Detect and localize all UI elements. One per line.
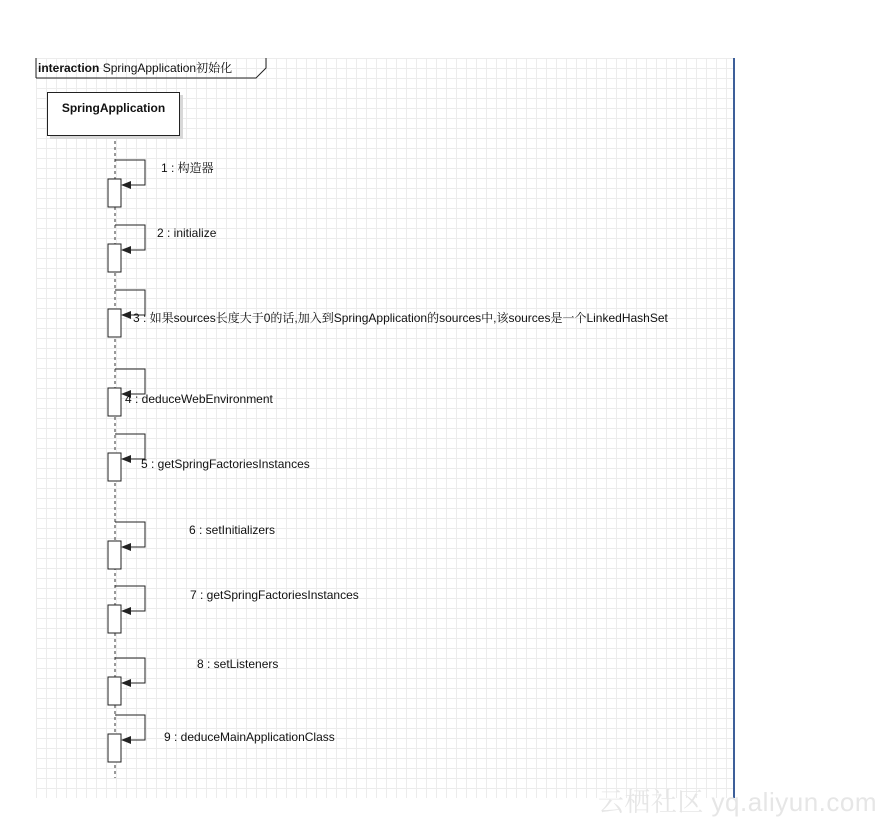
frame-keyword: interaction	[38, 61, 100, 75]
activation-bar	[108, 677, 121, 705]
lifeline-name: SpringApplication	[61, 101, 166, 115]
arrowhead-icon	[121, 736, 131, 744]
activation-bar	[108, 309, 121, 337]
frame-title	[36, 58, 232, 78]
activation-bar	[108, 179, 121, 207]
message-label-2: 2 : initialize	[157, 226, 217, 240]
message-label-8: 8 : setListeners	[197, 657, 279, 671]
self-message-1	[108, 160, 145, 207]
message-label-4: 4 : deduceWebEnvironment	[125, 392, 273, 406]
activation-bar	[108, 734, 121, 762]
arrowhead-icon	[121, 679, 131, 687]
watermark: 云栖社区 yq.aliyun.com	[597, 787, 877, 817]
arrowhead-icon	[121, 543, 131, 551]
self-message-6	[108, 522, 145, 569]
message-label-6: 6 : setInitializers	[189, 523, 276, 537]
message-label-5: 5 : getSpringFactoriesInstances	[141, 457, 310, 471]
lifeline-head[interactable]	[47, 92, 180, 136]
message-label-3: 3 : 如果sources长度大于0的话,加入到SpringApplication的sources中,该sources是一个LinkedHashSet	[133, 311, 668, 325]
message-label-7: 7 : getSpringFactoriesInstances	[190, 588, 359, 602]
self-message-5	[108, 434, 145, 481]
activation-bar	[108, 453, 121, 481]
arrowhead-icon	[121, 455, 131, 463]
self-messages	[108, 160, 145, 762]
arrowhead-icon	[121, 181, 131, 189]
activation-bar	[108, 605, 121, 633]
activation-bar	[108, 388, 121, 416]
arrowhead-icon	[121, 607, 131, 615]
arrowhead-icon	[121, 246, 131, 254]
arrowhead-icon	[121, 311, 131, 319]
message-label-1: 1 : 构造器	[161, 161, 214, 175]
self-message-8	[108, 658, 145, 705]
activation-bar	[108, 244, 121, 272]
self-message-7	[108, 586, 145, 633]
self-message-9	[108, 715, 145, 762]
activation-bar	[108, 541, 121, 569]
message-label-9: 9 : deduceMainApplicationClass	[164, 730, 335, 744]
frame-name: SpringApplication初始化	[102, 61, 233, 75]
self-message-2	[108, 225, 145, 272]
